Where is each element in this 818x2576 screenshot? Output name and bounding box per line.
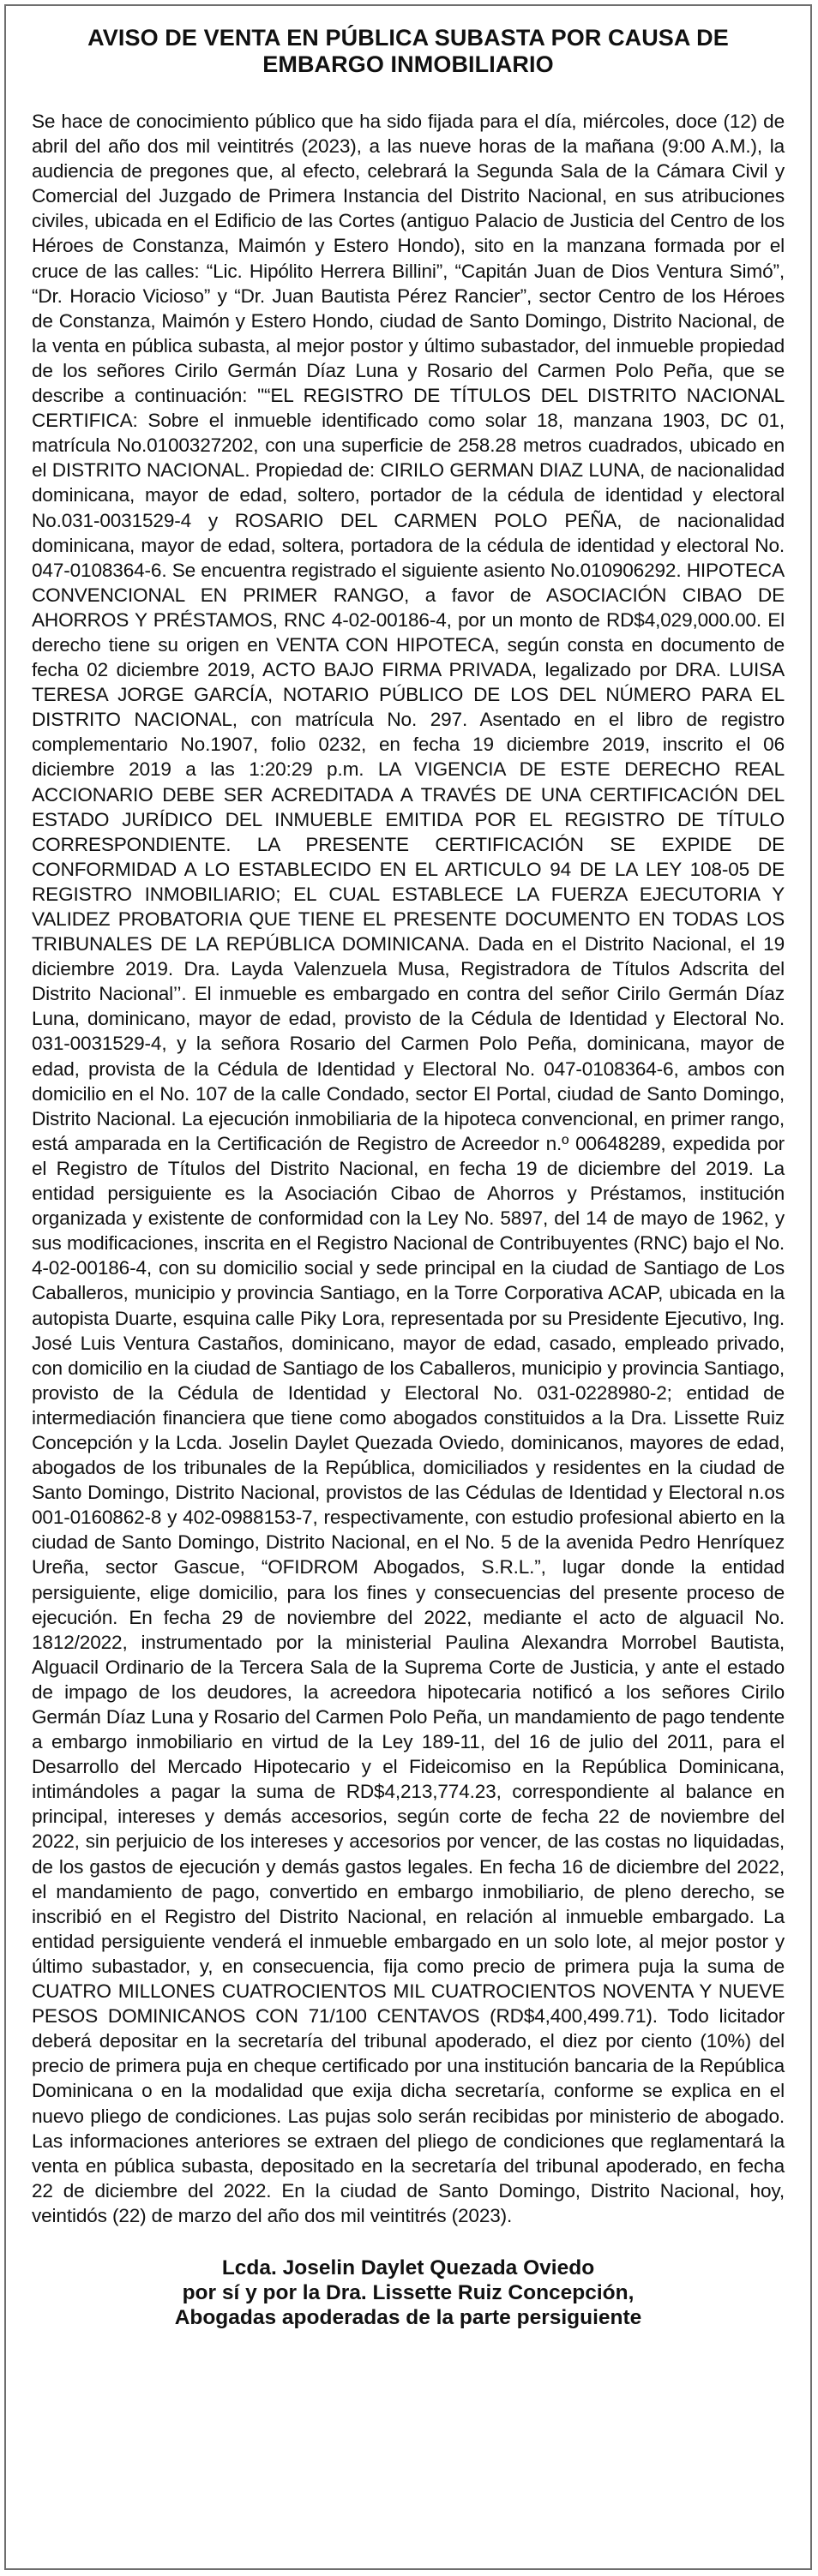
signature-line-1: Lcda. Joselin Daylet Quezada Oviedo — [221, 2255, 595, 2279]
notice-signature — [32, 2255, 785, 2330]
notice-title-line-1: AVISO DE VENTA EN PÚBLICA SUBASTA POR CAUSA DE — [87, 25, 729, 51]
signature-line-2: por sí y por la Dra. Lissette Ruiz Concepción, — [182, 2280, 635, 2304]
signature-line-3: Abogadas apoderadas de la parte persiguiente — [174, 2305, 642, 2329]
notice-title-line-2: EMBARGO INMOBILIARIO — [262, 51, 554, 77]
notice-title — [32, 25, 785, 78]
notice-content — [32, 25, 785, 2330]
notice-body-text: Se hace de conocimiento público que ha sido fijada para el día, miércoles, doce (12) de abril del año dos mil veintitrés (2023), a las nueve horas de la mañana (9:00 A.M.), la audiencia de pregones que, al efecto, celebrará la Segunda Sala de la Cámara Civil y Comercial del Juzgado de Primera Instancia del Distrito Nacional, en sus atribuciones civiles, ubicada en el Edificio de las Cortes (antiguo Palacio de Justicia del Centro de los Héroes de Constanza, Maimón y Estero Hondo), sito en la manzana formada por el cruce de las calles: “Lic. Hipólito Herrera Billini”, “Capitán Juan de Dios Ventura Simó”, “Dr. Horacio Vicioso” y “Dr. Juan Bautista Pérez Rancier”, sector Centro de los Héroes de Constanza, Maimón y Estero Hondo, ciudad de Santo Domingo, Distrito Nacional, de la venta en pública subasta, al mejor postor y último subastador, del inmueble propiedad de los señores Cirilo Germán Díaz Luna y Rosario del Carmen Polo Peña, que se describe a continuación: "“EL REGISTRO DE TÍTULOS DEL DISTRITO NACIONAL CERTIFICA: Sobre el inmueble identificado como solar 18, manzana 1903, DC 01, matrícula No.0100327202, con una superficie de 258.28 metros cuadrados, ubicado en el DISTRITO NACIONAL. Propiedad de: CIRILO GERMAN DIAZ LUNA, de nacionalidad dominicana, mayor de edad, soltero, portador de la cédula de identidad y electoral No.031-0031529-4 y ROSARIO DEL CARMEN POLO PEÑA, de nacionalidad dominicana, mayor de edad, soltera, portadora de la cédula de identidad y electoral No. 047-0108364-6. Se encuentra registrado el siguiente asiento No.010906292. HIPOTECA CONVENCIONAL EN PRIMER RANGO, a favor de ASOCIACIÓN CIBAO DE AHORROS Y PRÉSTAMOS, RNC 4-02-00186-4, por un monto de RD$4,029,000.00. El derecho tiene su origen en VENTA CON HIPOTECA, según consta en documento de fecha 02 diciembre 2019, ACTO BAJO FIRMA PRIVADA, legalizado por DRA. LUISA TERESA JORGE GARCÍA, NOTARIO PÚBLICO DE LOS DEL NÚMERO PARA EL DISTRITO NACIONAL, con matrícula No. 297. Asentado en el libro de registro complementario No.1907, folio 0232, en fecha 19 diciembre 2019, inscrito el 06 diciembre 2019 a las 1:20:29 p.m. LA VIGENCIA DE ESTE DERECHO REAL ACCIONARIO DEBE SER ACREDITADA A TRAVÉS DE UNA CERTIFICACIÓN DEL ESTADO JURÍDICO DEL INMUEBLE EMITIDA POR EL REGISTRO DE TÍTULO CORRESPONDIENTE. LA PRESENTE CERTIFICACIÓN SE EXPIDE DE CONFORMIDAD A LO ESTABLECIDO EN EL ARTICULO 94 DE LA LEY 108-05 DE REGISTRO INMOBILIARIO; EL CUAL ESTABLECE LA FUERZA EJECUTORIA Y VALIDEZ PROBATORIA QUE TIENE EL PRESENTE DOCUMENTO EN TODAS LOS TRIBUNALES DE LA REPÚBLICA DOMINICANA. Dada en el Distrito Nacional, el 19 diciembre 2019. Dra. Layda Valenzuela Musa, Registradora de Títulos Adscrita del Distrito Nacional’’. El inmueble es embargado en contra del señor Cirilo Germán Díaz Luna, dominicano, mayor de edad, provisto de la Cédula de Identidad y Electoral No. 031-0031529-4, y la señora Rosario del Carmen Polo Peña, dominicana, mayor de edad, provista de la Cédula de Identidad y Electoral No. 047-0108364-6, ambos con domicilio en el No. 107 de la calle Condado, sector El Portal, ciudad de Santo Domingo, Distrito Nacional. La ejecución inmobiliaria de la hipoteca convencional, en primer rango, está amparada en la Certificación de Registro de Acreedor n.º 00648289, expedida por el Registro de Títulos del Distrito Nacional, en fecha 19 de diciembre del 2019. La entidad persiguiente es la Asociación Cibao de Ahorros y Préstamos, institución organizada y existente de conformidad con la Ley No. 5897, del 14 de mayo de 1962, y sus modificaciones, inscrita en el Registro Nacional de Contribuyentes (RNC) bajo el No. 4-02-00186-4, con su domicilio social y sede principal en la ciudad de Santiago de Los Caballeros, municipio y provincia Santiago, en la Torre Corporativa ACAP, ubicada en la autopista Duarte, esquina calle Piky Lora, representada por su Presidente Ejecutivo, Ing. José Luis Ventura Castaños, dominicano, mayor de edad, casado, empleado privado, con domicilio en la ciudad de Santiago de los Caballeros, municipio y provincia Santiago, provisto de la Cédula de Identidad y Electoral No. 031-0228980-2; entidad de intermediación financiera que tiene como abogados constituidos a la Dra. Lissette Ruiz Concepción y la Lcda. Joselin Daylet Quezada Oviedo, dominicanos, mayores de edad, abogados de los tribunales de la República, domiciliados y residentes en la ciudad de Santo Domingo, Distrito Nacional, provistos de las Cédulas de Identidad y Electoral n.os 001-0160862-8 y 402-0988153-7, respectivamente, con estudio profesional abierto en la ciudad de Santo Domingo, Distrito Nacional, en el No. 5 de la avenida Pedro Henríquez Ureña, sector Gascue, “OFIDROM Abogados, S.R.L.”, lugar donde la entidad persiguiente, elige domicilio, para los fines y consecuencias del presente proceso de ejecución. En fecha 29 de noviembre del 2022, mediante el acto de alguacil No. 1812/2022, instrumentado por la ministerial Paulina Alexandra Morrobel Bautista, Alguacil Ordinario de la Tercera Sala de la Suprema Corte de Justicia, y ante el estado de impago de los deudores, la acreedora hipotecaria notificó a los señores Cirilo Germán Díaz Luna y Rosario del Carmen Polo Peña, un mandamiento de pago tendente a embargo inmobiliario en virtud de la Ley 189-11, del 16 de julio del 2011, para el Desarrollo del Mercado Hipotecario y el Fideicomiso en la República Dominicana, intimándoles a pagar la suma de RD$4,213,774.23, correspondiente al balance en principal, intereses y demás accesorios, según corte de fecha 22 de noviembre del 2022, sin perjuicio de los intereses y accesorios por vencer, de las costas no liquidadas, de los gastos de ejecución y demás gastos legales. En fecha 16 de diciembre del 2022, el mandamiento de pago, convertido en embargo inmobiliario, de pleno derecho, se inscribió en el Registro del Distrito Nacional, en relación al inmueble embargado. La entidad persiguiente venderá el inmueble embargado en un solo lote, al mejor postor y último subastador, y, en consecuencia, fija como precio de primera puja la suma de CUATRO MILLONES CUATROCIENTOS MIL CUATROCIENTOS NOVENTA Y NUEVE PESOS DOMINICANOS CON 71/100 CENTAVOS (RD$4,400,499.71). Todo licitador deberá depositar en la secretaría del tribunal apoderado, el diez por ciento (10%) del precio de primera puja en cheque certificado por una institución bancaria de la República Dominicana o en la modalidad que exija dicha secretaría, conforme se explica en el nuevo pliego de condiciones. Las pujas solo serán recibidas por ministerio de abogado. Las informaciones anteriores se extraen del pliego de condiciones que reglamentará la venta en pública subasta, depositado en la secretaría del tribunal apoderado, en fecha 22 de diciembre del 2022. En la ciudad de Santo Domingo, Distrito Nacional, hoy, veintidós (22) de marzo del año dos mil veintitrés (2023). — [32, 111, 785, 2226]
notice-frame — [4, 4, 812, 2570]
